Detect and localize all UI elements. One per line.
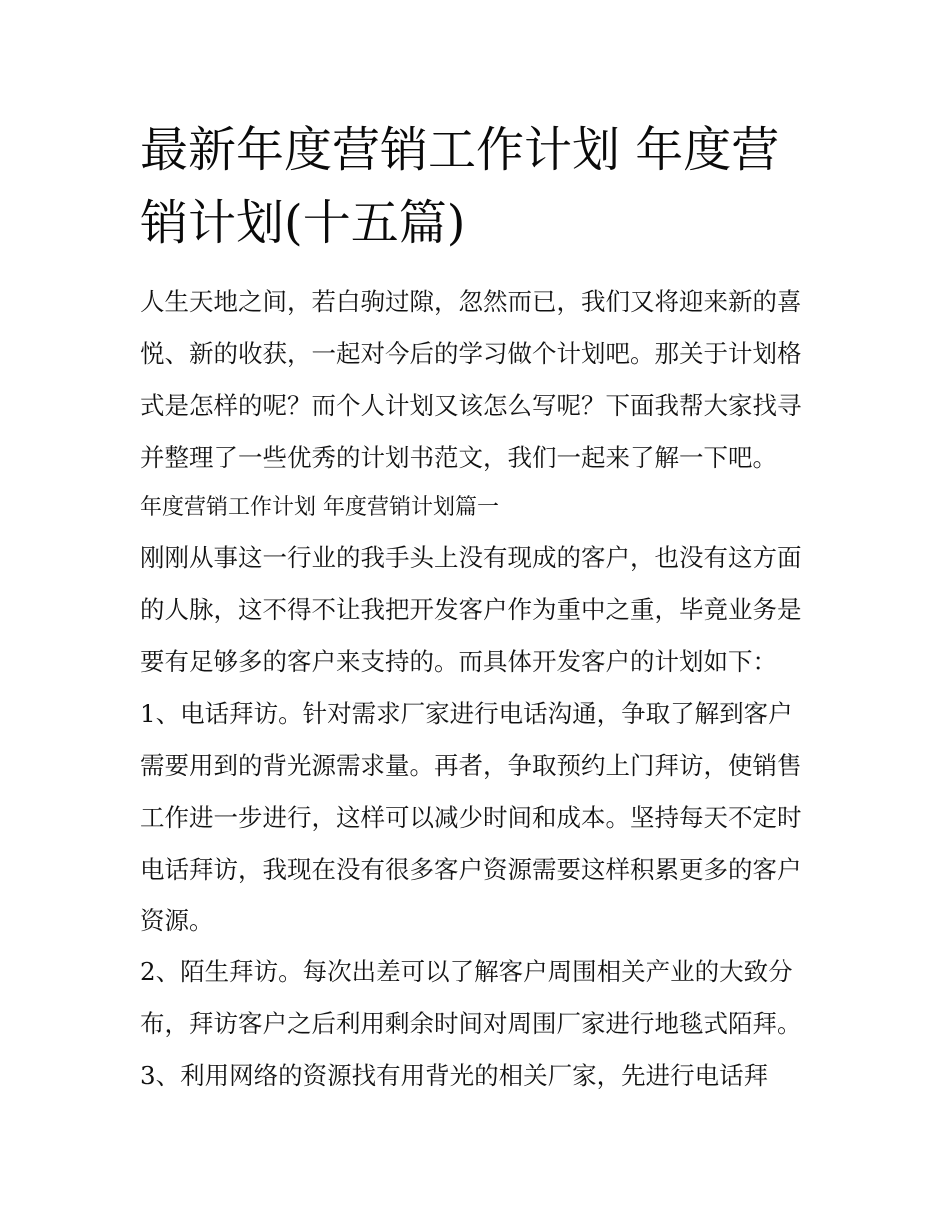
title-line: 最新年度营销工作计划 年度营 <box>140 122 780 178</box>
list-item-line: 电话拜访，我现在没有很多客户资源需要这样积累更多的客户 <box>140 855 802 884</box>
intro-line: 并整理了一些优秀的计划书范文，我们一起来了解一下吧。 <box>140 443 777 472</box>
list-item-line: 3、利用网络的资源找有用背光的相关厂家，先进行电话拜 <box>140 1061 769 1090</box>
document-body <box>140 276 820 1102</box>
intro-line: 悦、新的收获，一起对今后的学习做个计划吧。那关于计划格 <box>140 339 802 368</box>
list-item-line: 2、陌生拜访。每次出差可以了解客户周围相关产业的大致分 <box>140 957 793 986</box>
document-title <box>140 114 820 260</box>
intro-line: 式是怎样的呢？而个人计划又该怎么写呢？下面我帮大家找寻 <box>140 391 802 420</box>
list-item-line: 资源。 <box>140 906 214 935</box>
list-item-line: 需要用到的背光源需求量。再者，争取预约上门拜访，使销售 <box>140 751 802 780</box>
list-item-line: 工作进一步进行，这样可以减少时间和成本。坚持每天不定时 <box>140 803 802 832</box>
intro-line: 人生天地之间，若白驹过隙，忽然而已，我们又将迎来新的喜 <box>140 287 802 316</box>
list-item-line: 1、电话拜访。针对需求厂家进行电话沟通，争取了解到客户 <box>140 699 793 728</box>
paragraph-line: 的人脉，这不得不让我把开发客户作为重中之重，毕竟业务是 <box>140 595 802 624</box>
paragraph-line: 刚刚从事这一行业的我手头上没有现成的客户，也没有这方面 <box>140 543 802 572</box>
list-item-line: 布，拜访客户之后利用剩余时间对周围厂家进行地毯式陌拜。 <box>140 1009 802 1038</box>
paragraph-line: 要有足够多的客户来支持的。而具体开发客户的计划如下： <box>140 647 777 676</box>
title-line: 销计划(十五篇) <box>140 195 466 251</box>
section-heading: 年度营销工作计划 年度营销计划篇一 <box>140 495 499 520</box>
